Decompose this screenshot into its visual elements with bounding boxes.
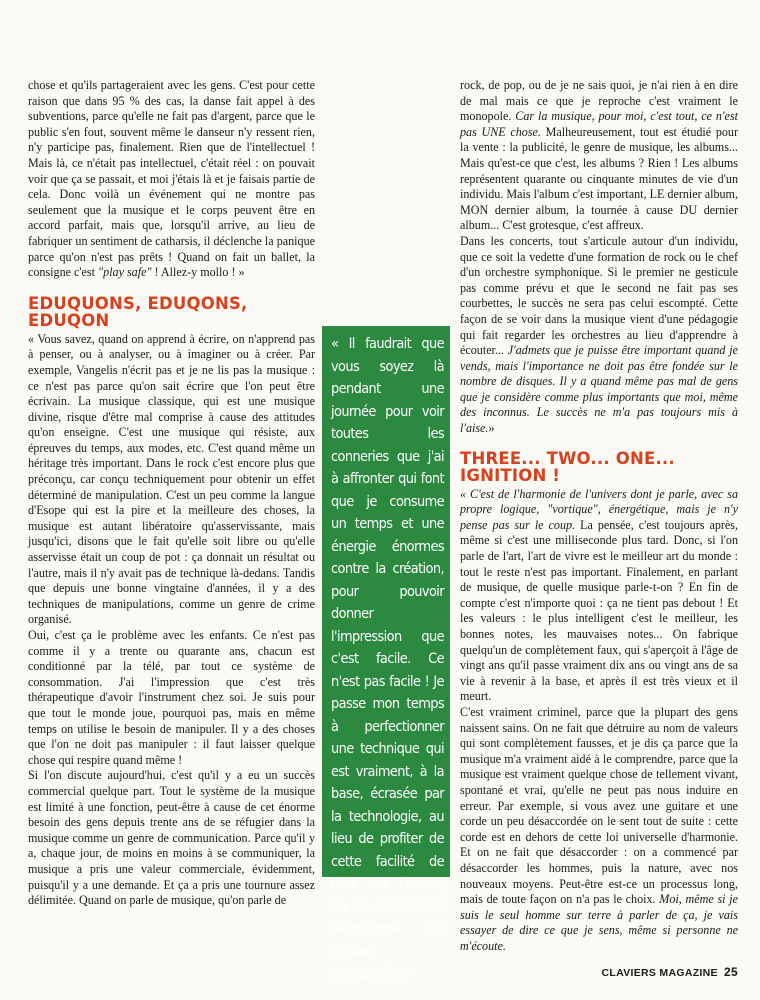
section-heading: THREE... TWO... ONE... IGNITION ! — [460, 448, 675, 485]
paragraph: « Vous savez, quand on apprend à écrire, on n'apprend pas à penser, ou à analyser, ou à imaginer ou à créer. Par exemple, Vangelis n'écrit pas et je ne lis pas la musique : ce n'est pas parce qu'on sait écrire que l'on peut être écrivain. La musique classique, qui est une musique divine, risque d'être mal comprise à cause des attitudes qu'on enseigne. C'est une musique qui résiste, aux épreuves du temps, aux modes, etc. C'est quand même un héritage très important. Dans le rock c'est encore plus que préconçu, car conçu techniquement pour obtenir un effet déterminé de manipulation. C'est un peu comme la langue d'Esope qui est la pire et la meilleure des choses, la musique est autant libératoire qu'asservissante, mais jusqu'ici, disons que le fait qu'elle soit libre ou qu'elle asservisse était un coup de pot : ça donnait un résultat ou l'autre, mais il n'y avait pas de technique là-dedans. Tandis que depuis une bonne vingtaine d'années, il y a des techniques de manipulations, comme un genre de crime organisé. — [28, 331, 315, 627]
paragraph: « C'est de l'harmonie de l'univers dont je parle, avec sa propre logique, "vortique", énergétique, mais je n'y pense pas sur le coup. La pensée, c'est toujours après, même si c'est une milliseconde plus tard. Donc, si l'on parle de l'art, l'art de vivre est le meilleur art du monde : tout le reste n'est pas important. Finalement, en parlant de musique, de quelle musique parle-t-on ? En fin de compte c'est n'importe quoi : ça ne tient pas debout ! Et les valeurs : le plus intelligent c'est le meilleur, les bonnes notes, les mauvaises notes... On fabrique quelqu'un de complètement faux, qui s'aperçoit à l'âge de vingt ans qu'il passe vraiment dix ans ou vingt ans de sa vie à revenir à la base, et après il est très vieux et il meurt. — [460, 486, 738, 704]
paragraph: rock, de pop, ou de je ne sais quoi, je n'ai rien à en dire de mal mais ce que je reproche c'est vraiment le monopole. Car la musique, pour moi, c'est tout, ce n'est pas UNE chose. Malheureusement, tout est étudié pour la vente : la publicité, le genre de musique, les albums... Mais qu'est-ce que c'est, les albums ? Rien ! Les albums représentent quarante ou cinquante minutes de vie d'un individu. Mais l'album c'est important, LE dernier album, MON dernier album, la tournée à cause DU dernier album... C'est grotesque, c'est affreux. — [460, 78, 739, 233]
right-column — [460, 78, 738, 954]
paragraph: Si l'on discute aujourd'hui, c'est qu'il y a eu un succès commercial quelque part. Tout le système de la musique est limité à une fonction, peut-être à cause de cet énorme besoin des gens depuis trente ans de se réfugier dans la musique comme un genre de communication. Parce qu'il y a, chaque jour, de moins en moins à se communiquer, la musique a pris une valeur commerciale, évidemment, puisqu'il y a une demande. Et ça a pris une tournure assez délimitée. Quand on parle de musique, qu'on parle de — [28, 768, 315, 908]
page-footer — [602, 965, 739, 979]
paragraph: C'est vraiment criminel, parce que la plupart des gens naissent sains. On ne fait que détruire au nom de valeurs qui sont complètement fausses, et je dis ça parce que la musique m'a vraiment aidé à le comprendre, parce que la musique est vraiment quelque chose de tellement vivant, spontané et vrai, qu'elle ne peut pas nous induire en erreur. Par exemple, si vous avez une guitare et une corde un peu désaccordée on le sent tout de suite : cette corde est en dehors de cette loi universelle d'harmonie. Et on ne fait que désaccorder : on a commencé par désaccorder les hommes, puis la nature, avec nos nouveaux moyens. Peut-être est-ce un processus long, mais de toute façon on n'a pas le choix. Moi, même si je suis le seul homme sur terre à parler de ça, je vais essayer de dire ce que je sens, même si personne ne m'écoute. — [460, 704, 738, 953]
left-column — [28, 78, 315, 909]
paragraph: chose et qu'ils partageraient avec les gens. C'est pour cette raison que dans 95 % des cas, la danse fait appel à des subventions, parce qu'elle ne fait pas d'argent, parce que le public s'en fout, souvent même le danseur n'y ressent rien, n'y participe pas, finalement. Rien que de l'intellectuel ! Mais là, ce n'était pas intellectuel, c'était réel : on pouvait voir que ça se passait, et moi j'étais là et je faisais partie de cela. Donc voilà un événement qui ne montre pas seulement que la musique et le corps peuvent être en accord parfait, mais que, lorsqu'il arrive, au lieu de fabriquer un sentiment de catharsis, il déclenche la panique parce qu'on n'est pas prêts ! Quand on fait un ballet, la consigne c'est "play safe" ! Allez-y mollo ! » — [28, 78, 315, 280]
paragraph: Oui, c'est ça le problème avec les enfants. Ce n'est pas comme il y a trente ou quarante ans, chacun est conditionné par la télé, par tout ce système de consommation. J'ai l'impression que c'est très thérapeutique d'avoir l'instrument chez soi. Je suis pour que tout le monde joue, pourquoi pas, mais en même temps on utilise le besoin de manipuler. Il y a des choses que l'on ne doit pas manipuler : il faut laisser quelque chose qui respire quand même ! — [28, 628, 315, 767]
page-number: 25 — [724, 965, 738, 979]
magazine-name: CLAVIERS MAGAZINE — [601, 967, 718, 979]
paragraph: Dans les concerts, tout s'articule autour d'un individu, que ce soit la vedette d'une formation de rock ou le chef d'un orchestre symphonique. Si le premier ne gesticule pas comme prévu et que le second ne fait pas ses courbettes, le succès ne sera pas celui escompté. Cette façon de se voir dans la musique vient d'une pédagogie qui fait regarder les orchestres au lieu d'apprendre à écouter... J'admets que je puisse être important quand je vends, mais l'importance ne doit pas être fondée sur le nombre de disques. Il y a quand même pas mal de gens que je considère comme plus importants que moi, même des inconnus. Le succès ne m'a pas toujours mis à l'aise.» — [460, 233, 738, 436]
pull-quote: « Il faudrait que vous soyez là pendant une journée pour voir toutes les conneries que j'ai à affronter qui font que je consume un temps et une énergie énormes contre la création, pour pouvoir donner l'impression que c'est facile. Ce n'est pas facile ! Je passe mon temps à perfectionner une technique qui est vraiment, à la base, écrasée par la technologie, au lieu de profiter de cette facilité de faire des choses, au lieu d'avoir une technologie qui m'aide, humanitaire. » — [322, 326, 450, 877]
section-heading: EDUQUONS, EDUQONS, EDUQON — [28, 293, 248, 330]
